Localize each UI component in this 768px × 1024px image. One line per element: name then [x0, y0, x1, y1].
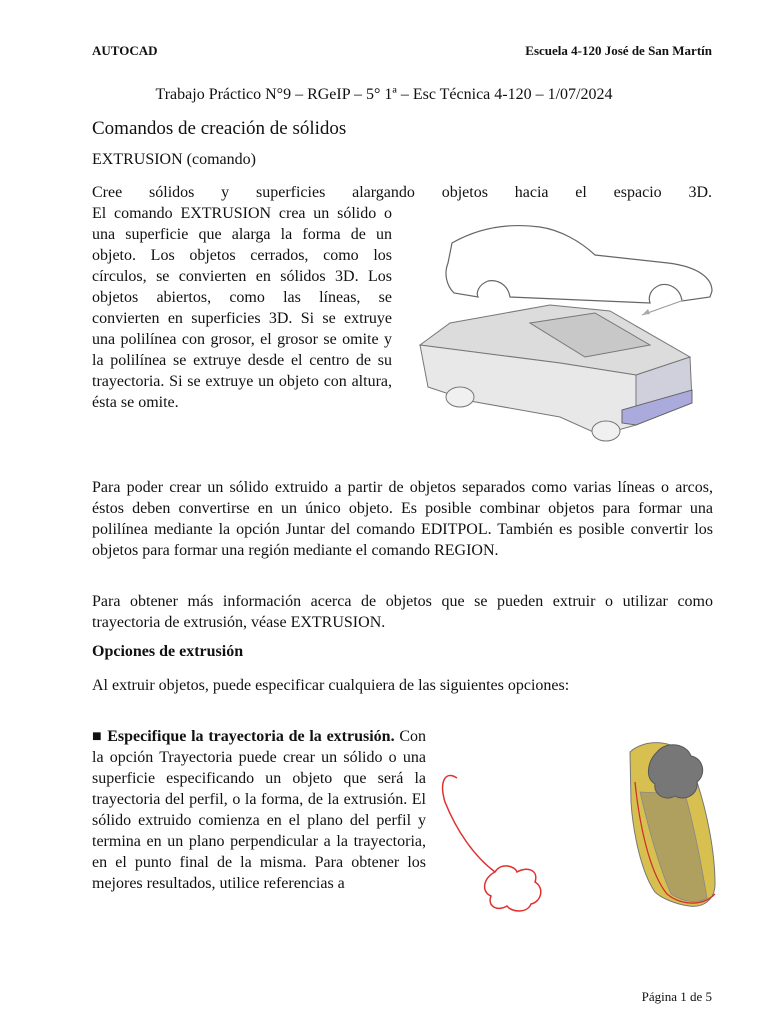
page-number: Página 1 de 5 — [641, 989, 712, 1004]
car-wheel-front — [592, 421, 620, 441]
direction-arrow-icon — [642, 309, 650, 315]
extrusion-path-curve — [443, 775, 495, 872]
path-extrusion-figure — [435, 722, 725, 922]
paragraph-4: Al extruir objetos, puede especificar cualquiera de las siguientes opciones: — [92, 677, 570, 694]
paragraph-2: Para poder crear un sólido extruido a partir de objetos separados como varias líneas o arcos, éstos deben convertirse en un único objeto. Es posible combinar objetos para formar una polilínea mediante la opción Juntar del comando EDITPOL. También es posible convertir los objetos para formar una región mediante el comando REGION. — [92, 479, 713, 559]
header-left: AUTOCAD — [92, 43, 158, 58]
car-extrusion-figure — [410, 205, 720, 455]
option-path-title: Especifique la trayectoria de la extrusión. — [107, 728, 395, 745]
paragraph-1-body: El comando EXTRUSION crea un sólido o una superficie que alarga la forma de un objeto. Los objetos cerrados, como los círculos, se convierten en sólidos 3D. Los objetos abiertos, como las líneas, se convierten en superficies 3D. Si se extruye una polilínea con grosor, el grosor se omite y la polilínea se extruye desde el centro de su trayectoria. Si se extruye un objeto con altura, ésta se omite. — [92, 205, 392, 411]
extruded-solid-cap — [648, 745, 702, 798]
option-path-text: Con la opción Trayectoria puede crear un sólido o una superficie especificando un objeto que será la trayectoria del perfil, o la forma, de la extrusión. El sólido extruido comienza en el plano del perfil y termina en un plano perpendicular a la trayectoria, en el punto final de la misma. Para obtener los mejores resultados, utilice referencias a — [92, 728, 427, 892]
extrusion-profile-shape — [485, 866, 541, 911]
paragraph-3: Para obtener más información acerca de objetos que se pueden extruir o utilizar como trayectoria de extrusión, véase EXTRUSION. — [92, 593, 713, 631]
car-profile-outline — [446, 226, 712, 303]
header-right: Escuela 4-120 José de San Martín — [525, 43, 712, 58]
assignment-subtitle: Trabajo Práctico N°9 – RGeIP – 5° 1ª – Esc Técnica 4-120 – 1/07/2024 — [155, 86, 613, 103]
paragraph-1-first-line: Cree sólidos y superficies alargando objetos hacia el espacio 3D. — [92, 184, 712, 201]
section-title: Comandos de creación de sólidos — [92, 118, 347, 139]
bullet-icon: ■ — [92, 728, 103, 745]
car-wheel-rear — [446, 387, 474, 407]
command-heading: EXTRUSION (comando) — [92, 151, 256, 168]
options-heading: Opciones de extrusión — [92, 643, 244, 660]
option-path-paragraph — [92, 726, 426, 894]
